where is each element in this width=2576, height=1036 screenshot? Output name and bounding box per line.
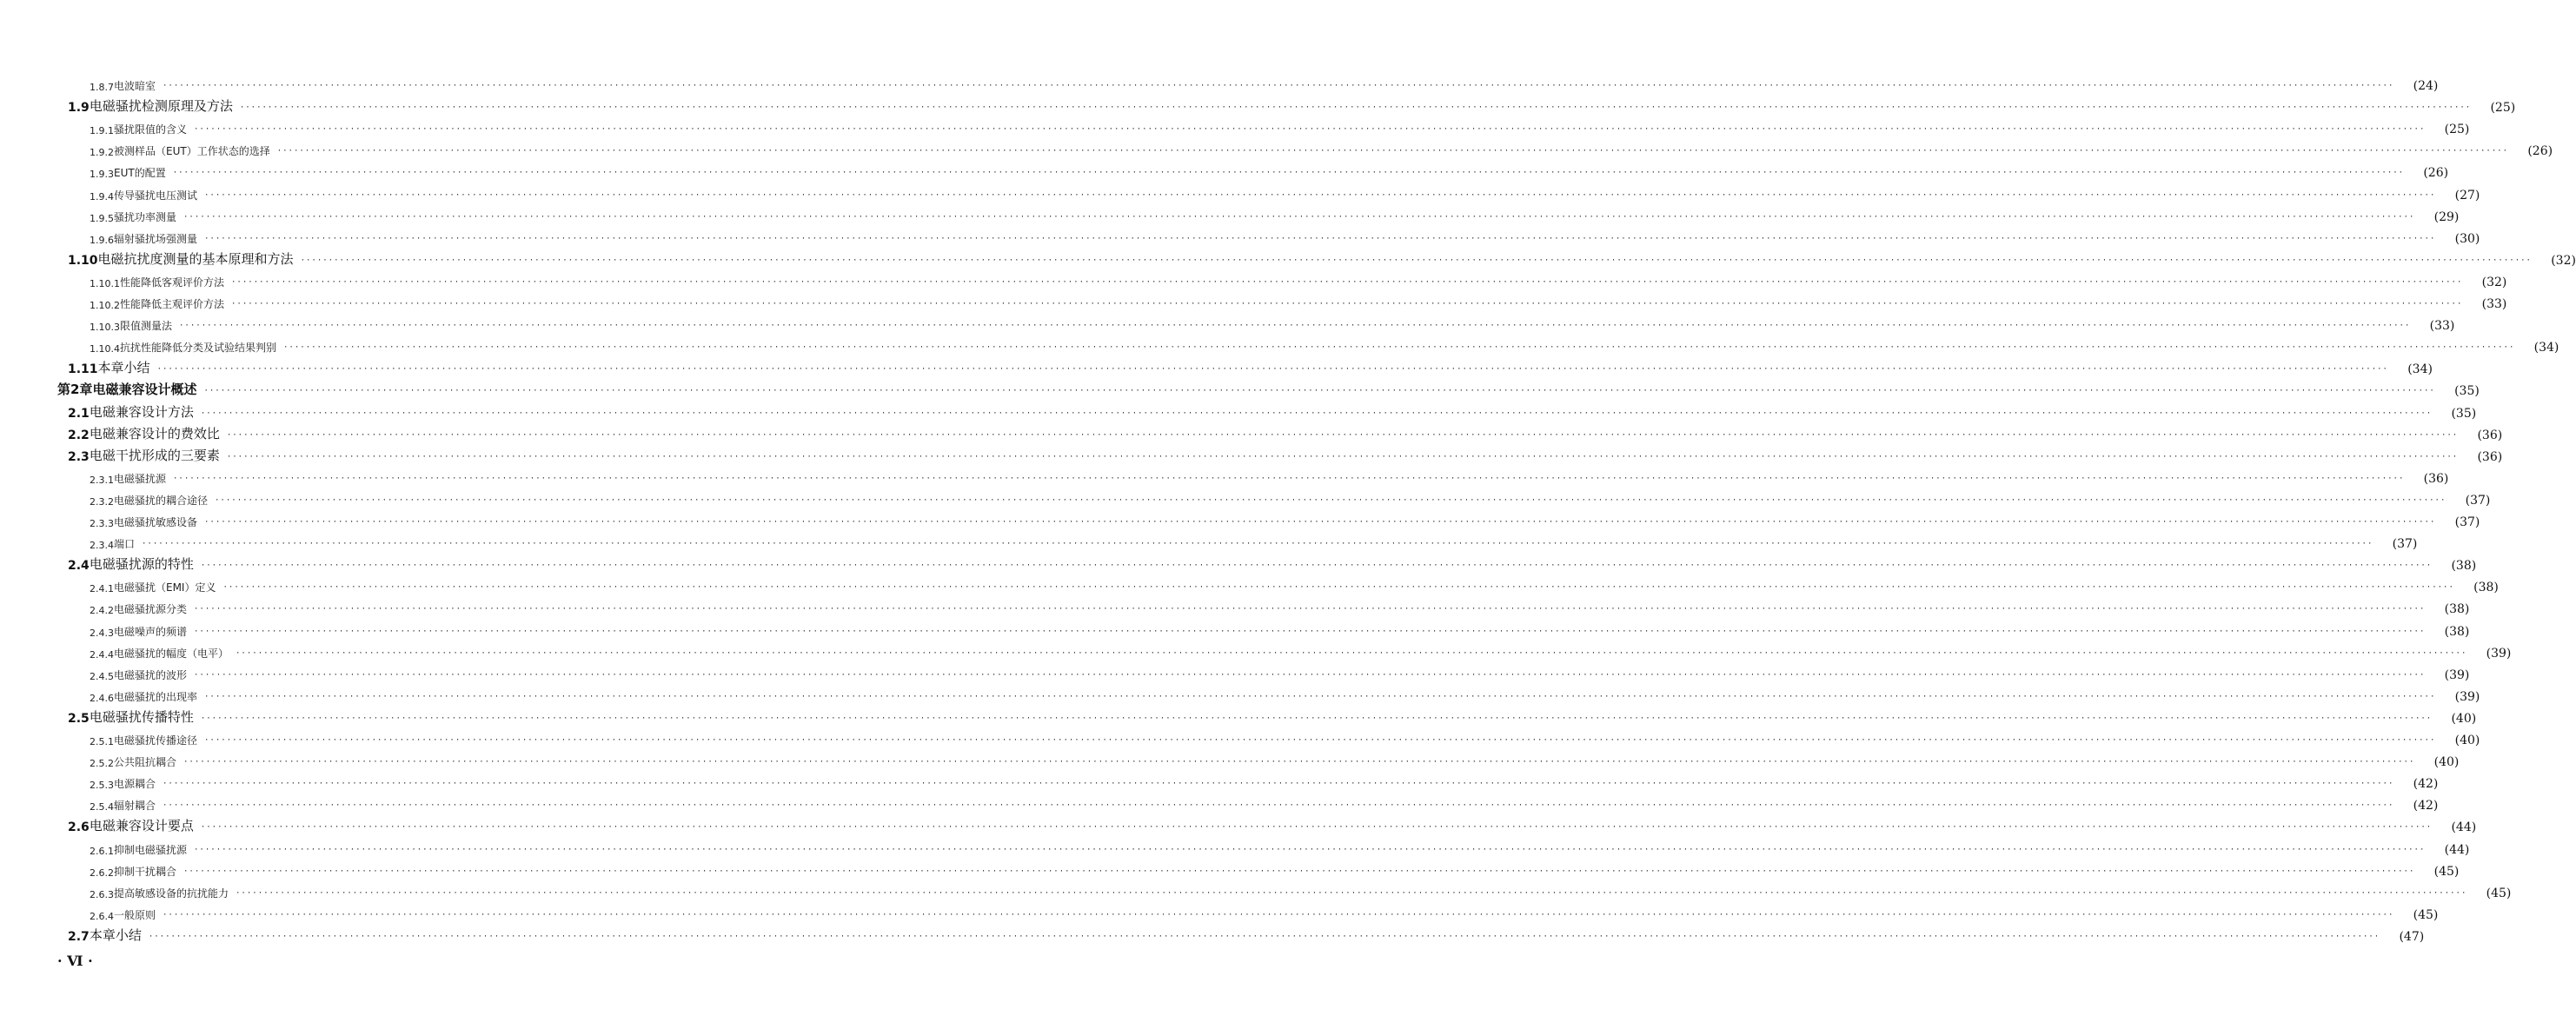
toc-leader-dots: ················································································································································································································································································································································································································ [163, 910, 2394, 920]
toc-entry-number: 2.6.2 [90, 867, 114, 879]
toc-leader-dots: ················································································································································································································································································································································································································ [204, 234, 2436, 243]
toc-entry [0, 227, 2480, 246]
toc-entry-page: (34) [2407, 362, 2433, 377]
toc-entry-page: (42) [2413, 799, 2439, 814]
toc-leader-dots: ················································································································································································································································································································································································································ [204, 190, 2436, 200]
toc-leader-dots: ················································································································································································································································································································································································································ [200, 714, 2433, 723]
toc-entry-number: 2.7 [68, 929, 90, 944]
toc-entry-page: (36) [2477, 428, 2503, 442]
toc-leader-dots: ················································································································································································································································································································································································································ [283, 343, 2515, 353]
toc-leader-dots: ················································································································································································································································································································································································································ [300, 256, 2532, 265]
toc-leader-dots: ················································································································································································································································································································································································································ [172, 169, 2405, 178]
toc-leader-dots: ················································································································································································································································································································································································································ [276, 147, 2509, 156]
toc-entry [0, 183, 2480, 203]
toc-leader-dots: ················································································································································································································································································································································································································ [194, 845, 2426, 854]
toc-entry-page: (35) [2454, 384, 2480, 399]
toc-entry-title: 电磁骚扰的波形 [114, 668, 188, 681]
toc-entry-number: 第2章 [57, 382, 93, 398]
toc-entry-page: (33) [2429, 319, 2455, 334]
toc-entry-title: 电磁骚扰的耦合途径 [114, 494, 209, 507]
toc-entry-number: 2.4.1 [90, 583, 114, 595]
toc-entry-title: 辐射耦合 [114, 800, 156, 813]
toc-leader-dots: ················································································································································································································································································································································································································ [222, 583, 2454, 593]
toc-entry-page: (27) [2454, 188, 2480, 203]
toc-leader-dots: ················································································································································································································································································································································································································ [200, 408, 2433, 418]
toc-leader-dots: ················································································································································································································································································································································································································ [200, 561, 2433, 571]
toc-entry-title: EUT的配置 [114, 167, 166, 180]
toc-entry-page: (38) [2473, 581, 2499, 595]
toc-entry [0, 815, 2477, 835]
toc-entry-page: (34) [2533, 341, 2559, 355]
toc-entry-number: 1.10.1 [90, 277, 120, 289]
toc-entry-title: 一般原则 [114, 908, 156, 921]
toc-leader-dots: ················································································································································································································································································································································································································ [204, 518, 2436, 527]
toc-entry-number: 2.4.4 [90, 648, 114, 661]
toc-entry-number: 1.9.6 [90, 234, 114, 246]
toc-leader-dots: ················································································································································································································································································································································································································ [163, 82, 2394, 90]
toc-entry-title: 抗扰性能降低分类及试验结果判别 [120, 342, 277, 355]
toc-leader-dots: ················································································································································································································································································································································································································ [231, 300, 2463, 309]
toc-entry-page: (37) [2465, 493, 2491, 508]
toc-leader-dots: ················································································································································································································································································································································································································ [203, 387, 2435, 396]
toc-entry-title: 提高敏感设备的抗扰能力 [114, 887, 229, 900]
toc-leader-dots: ················································································································································································································································································································································································································ [236, 648, 2467, 658]
toc-entry-page: (40) [2451, 711, 2477, 726]
toc-entry-title: 电磁骚扰（EMI）定义 [114, 581, 216, 594]
toc-entry [0, 96, 2516, 116]
toc-entry [0, 205, 2460, 224]
toc-entry [0, 510, 2480, 529]
toc-entry-number: 1.9.2 [90, 147, 114, 159]
toc-entry-page: (36) [2423, 471, 2449, 486]
toc-entry-title: 传导骚扰电压测试 [114, 189, 198, 202]
toc-entry-page: (33) [2481, 297, 2507, 311]
toc-leader-dots: ················································································································································································································································································································································································································ [239, 103, 2472, 113]
toc-leader-dots: ················································································································································································································································································································································································································ [163, 780, 2394, 789]
toc-leader-dots: ················································································································································································································································································································································································································ [183, 758, 2415, 767]
toc-entry-number: 2.5.4 [90, 801, 114, 814]
toc-entry-page: (32) [2481, 275, 2507, 289]
toc-leader-dots: ················································································································································································································································································································································································································ [156, 365, 2388, 375]
toc-entry-number: 2.5 [68, 711, 90, 726]
toc-leader-dots: ················································································································································································································································································································································································································ [226, 452, 2459, 462]
toc-entry-number: 2.5.3 [90, 780, 114, 792]
toc-entry-page: (39) [2444, 667, 2470, 682]
toc-entry [0, 74, 2439, 93]
toc-entry [0, 838, 2470, 857]
toc-entry-page: (32) [2551, 253, 2576, 268]
toc-entry-title: 电磁干扰形成的三要素 [89, 447, 220, 463]
toc-entry-title: 公共阻抗耦合 [114, 756, 177, 769]
toc-entry-title: 电磁骚扰源 [114, 472, 167, 485]
toc-entry-page: (47) [2399, 929, 2425, 944]
toc-leader-dots: ················································································································································································································································································································································································································ [200, 823, 2433, 833]
toc-entry-page: (45) [2413, 907, 2439, 922]
toc-entry-page: (26) [2527, 144, 2553, 159]
toc-entry-title: 抑制电磁骚扰源 [114, 843, 188, 856]
toc-entry [0, 249, 2576, 268]
toc-leader-dots: ················································································································································································································································································································································································································ [148, 932, 2380, 941]
toc-entry [0, 357, 2433, 377]
toc-entry [0, 270, 2507, 289]
toc-entry [0, 335, 2559, 355]
toc-leader-dots: ················································································································································································································································································································································································································ [194, 670, 2426, 680]
toc-entry-page: (37) [2392, 537, 2418, 552]
toc-entry [0, 728, 2480, 747]
toc-entry-title: 电源耦合 [114, 778, 156, 791]
toc-entry-number: 2.6.4 [90, 910, 114, 922]
toc-entry [0, 685, 2480, 704]
toc-entry-number: 1.10.3 [90, 322, 120, 334]
toc-entry-number: 1.8.7 [90, 82, 114, 93]
toc-entry-title: 电磁骚扰的出现率 [114, 690, 198, 703]
toc-entry-page: (35) [2451, 406, 2477, 421]
toc-entry-page: (36) [2477, 449, 2503, 464]
toc-entry-page: (24) [2413, 79, 2439, 93]
toc-entry-title: 电磁骚扰传播特性 [89, 708, 194, 725]
toc-entry [0, 794, 2439, 814]
toc-entry-title: 骚扰限值的含义 [114, 123, 188, 136]
toc-entry-title: 电磁骚扰源分类 [114, 603, 188, 616]
toc-entry-title: 电磁骚扰的幅度（电平） [114, 647, 229, 660]
toc-entry-title: 电波暗室 [114, 80, 156, 92]
toc-entry [0, 314, 2455, 334]
toc-entry-number: 1.9.1 [90, 125, 114, 137]
toc-entry-title: 电磁噪声的频谱 [114, 625, 188, 638]
toc-entry-number: 2.4 [68, 559, 90, 574]
toc-entry-page: (30) [2454, 231, 2480, 246]
toc-entry [0, 641, 2512, 661]
toc-entry-number: 2.1 [68, 406, 90, 421]
toc-entry-title: 辐射骚扰场强测量 [114, 232, 198, 245]
toc-entry [0, 292, 2507, 311]
toc-leader-dots: ················································································································································································································································································································································································································ [142, 540, 2374, 549]
toc-entry-title: 电磁兼容设计概述 [92, 382, 197, 398]
toc-leader-dots: ················································································································································································································································································································································································································ [179, 322, 2411, 331]
toc-leader-dots: ················································································································································································································································································································································································································ [231, 277, 2463, 287]
toc-entry-number: 2.6.3 [90, 888, 114, 900]
toc-entry [0, 532, 2418, 552]
toc-leader-dots: ················································································································································································································································································································································································································ [226, 430, 2459, 440]
toc-entry-number: 2.5.2 [90, 758, 114, 770]
toc-entry [0, 423, 2503, 442]
toc-entry-number: 1.9.5 [90, 212, 114, 224]
toc-entry-title: 限值测量法 [120, 320, 173, 333]
toc-leader-dots: ················································································································································································································································································································································································································ [204, 736, 2436, 745]
toc-entry [0, 467, 2449, 486]
toc-entry-page: (45) [2486, 886, 2512, 900]
toc-entry-page: (25) [2444, 123, 2470, 137]
toc-entry-number: 2.4.2 [90, 605, 114, 617]
toc-entry-page: (44) [2444, 842, 2470, 857]
toc-entry-page: (38) [2444, 602, 2470, 617]
toc-entry-page: (44) [2451, 820, 2477, 835]
toc-entry-title: 本章小结 [89, 926, 142, 943]
toc-leader-dots: ················································································································································································································································································································································································································ [215, 495, 2447, 505]
toc-entry [0, 379, 2480, 399]
toc-leader-dots: ················································································································································································································································································································································································································ [183, 867, 2415, 876]
toc-entry [0, 575, 2499, 595]
toc-entry [0, 554, 2477, 574]
toc-entry-page: (29) [2433, 209, 2460, 224]
toc-entry [0, 707, 2477, 726]
toc-entry-number: 1.9.4 [90, 190, 114, 203]
toc-entry-page: (39) [2486, 646, 2512, 661]
toc-entry-number: 2.3.3 [90, 518, 114, 529]
toc-entry-page: (40) [2433, 755, 2460, 770]
toc-entry [0, 903, 2439, 922]
toc-leader-dots: ················································································································································································································································································································································································································ [194, 605, 2426, 614]
toc-entry [0, 402, 2477, 421]
toc-entry [0, 860, 2460, 879]
toc-entry-title: 电磁骚扰源的特性 [89, 556, 194, 573]
toc-leader-dots: ················································································································································································································································································································································································································ [204, 692, 2436, 701]
toc-entry-number: 1.9.3 [90, 169, 114, 181]
toc-entry-number: 2.4.6 [90, 692, 114, 704]
toc-entry [0, 445, 2503, 464]
toc-entry-title: 抑制干扰耦合 [114, 865, 177, 878]
page-number: · Ⅵ · [57, 953, 93, 969]
toc-entry [0, 117, 2470, 137]
toc-entry-page: (42) [2413, 777, 2439, 792]
toc-entry-title: 本章小结 [97, 360, 150, 376]
toc-entry-number: 2.3 [68, 449, 90, 464]
toc-entry-title: 性能降低主观评价方法 [120, 298, 225, 310]
toc-entry [0, 161, 2449, 181]
toc-entry [0, 750, 2460, 770]
toc-entry-title: 电磁骚扰传播途径 [114, 734, 198, 747]
toc-entry-page: (39) [2454, 689, 2480, 704]
toc-entry-title: 电磁抗扰度测量的基本原理和方法 [97, 250, 294, 267]
toc-entry-title: 电磁兼容设计方法 [89, 403, 194, 420]
toc-entry [0, 488, 2491, 508]
toc-leader-dots: ················································································································································································································································································································································································································ [173, 474, 2405, 483]
toc-entry [0, 139, 2553, 159]
toc-entry-title: 性能降低客观评价方法 [120, 276, 225, 289]
toc-entry-number: 2.3.4 [90, 540, 114, 552]
toc-entry [0, 597, 2470, 617]
toc-leader-dots: ················································································································································································································································································································································································································ [236, 888, 2467, 898]
toc-entry-number: 2.3.1 [90, 474, 114, 486]
toc-entry-number: 1.9 [68, 101, 90, 116]
toc-entry [0, 772, 2439, 792]
toc-entry-title: 被测样品（EUT）工作状态的选择 [114, 145, 270, 158]
toc-entry [0, 663, 2470, 682]
toc-entry-number: 2.6.1 [90, 845, 114, 857]
toc-entry-page: (38) [2451, 559, 2477, 574]
toc-entry-number: 1.10.4 [90, 343, 120, 355]
toc-entry-number: 2.3.2 [90, 495, 114, 508]
toc-entry-number: 1.10 [68, 253, 98, 268]
toc-entry-page: (38) [2444, 624, 2470, 639]
toc-entry-page: (45) [2433, 864, 2460, 879]
toc-entry-page: (25) [2490, 101, 2516, 116]
toc-entry-title: 端口 [114, 538, 136, 551]
toc-leader-dots: ················································································································································································································································································································································································································ [183, 212, 2415, 222]
toc-entry [0, 881, 2512, 900]
toc-leader-dots: ················································································································································································································································································································································································································ [194, 125, 2426, 135]
toc-leader-dots: ················································································································································································································································································································································································································ [163, 801, 2394, 811]
toc-entry [0, 620, 2470, 639]
toc-entry-title: 电磁骚扰检测原理及方法 [89, 98, 233, 115]
toc-entry-number: 2.4.5 [90, 670, 114, 682]
toc-entry-number: 2.2 [68, 428, 90, 442]
toc-entry-number: 1.10.2 [90, 300, 120, 311]
toc-entry-number: 1.11 [68, 362, 98, 377]
toc-entry-page: (40) [2454, 734, 2480, 747]
toc-entry [0, 925, 2425, 944]
toc-entry-number: 2.5.1 [90, 736, 114, 747]
toc-entry-title: 电磁兼容设计的费效比 [89, 425, 220, 442]
toc-entry-title: 电磁骚扰敏感设备 [114, 516, 198, 528]
toc-entry-number: 2.6 [68, 820, 90, 835]
toc-leader-dots: ················································································································································································································································································································································································································ [194, 627, 2426, 636]
toc-entry-page: (37) [2454, 515, 2480, 529]
toc-entry-page: (26) [2423, 166, 2449, 181]
toc-entry-title: 电磁兼容设计要点 [89, 818, 194, 834]
toc-entry-title: 骚扰功率测量 [114, 210, 177, 223]
toc-entry-number: 2.4.3 [90, 627, 114, 639]
